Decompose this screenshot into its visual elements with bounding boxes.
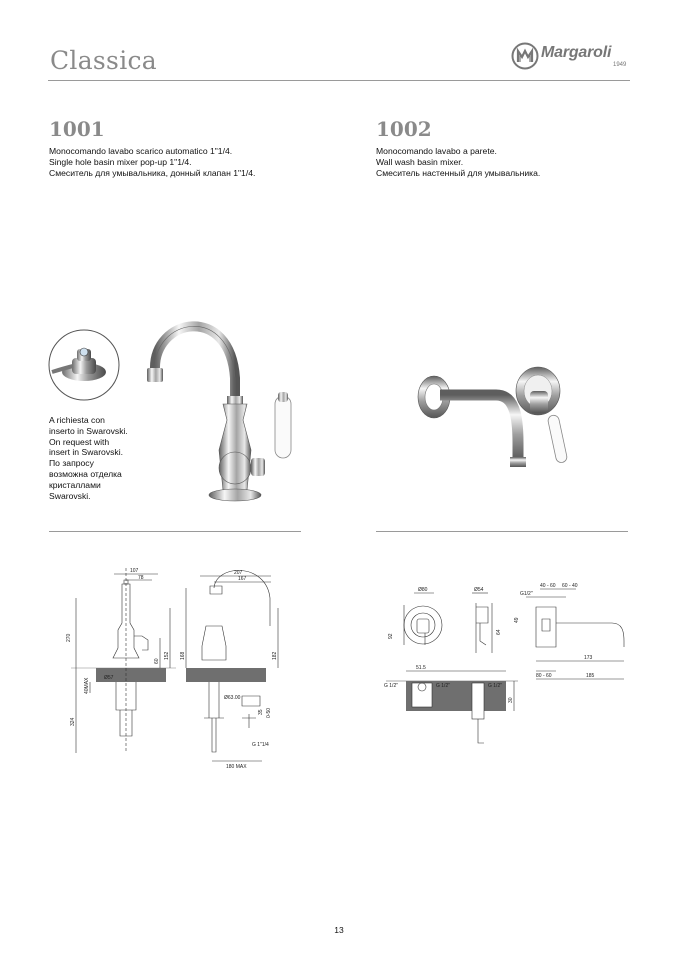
svg-text:30: 30 — [508, 697, 514, 703]
product-code: 1002 — [376, 117, 432, 141]
svg-text:80 - 60: 80 - 60 — [536, 673, 552, 679]
description-line-ru: Смеситель настенный для умывальника. — [376, 168, 541, 178]
svg-text:Ø80: Ø80 — [418, 587, 428, 593]
swarovski-detail-image — [47, 328, 121, 402]
description-line-ru: Смеситель для умывальника, донный клапан 1"1/4. — [49, 168, 256, 178]
product-image-basin-mixer — [135, 308, 305, 510]
description-line-it: Monocomando lavabo scarico automatico 1"1/4. — [49, 146, 233, 156]
svg-text:152: 152 — [164, 651, 170, 660]
svg-text:Ø57: Ø57 — [104, 675, 114, 681]
svg-text:324: 324 — [70, 717, 76, 726]
svg-text:60 - 40: 60 - 40 — [562, 583, 578, 589]
svg-text:G 1"1/4: G 1"1/4 — [252, 742, 269, 748]
svg-text:G 1/2": G 1/2" — [488, 683, 503, 689]
technical-drawing-1002 — [376, 583, 628, 753]
svg-text:51.5: 51.5 — [416, 665, 426, 671]
description-line-it: Monocomando lavabo a parete. — [376, 146, 497, 156]
svg-text:182: 182 — [272, 651, 278, 660]
svg-text:78: 78 — [138, 575, 144, 581]
section-title: Classica — [50, 46, 157, 75]
svg-text:G 1/2": G 1/2" — [384, 683, 399, 689]
description-line-en: Single hole basin mixer pop-up 1"1/4. — [49, 157, 192, 167]
svg-text:40 - 60: 40 - 60 — [540, 583, 556, 589]
swarovski-note: A richiesta con inserto in Swarovski. On request with insert in Swarovski. По запросу возможна отделка кристаллами Swarovski. — [49, 415, 128, 501]
svg-text:49: 49 — [514, 617, 520, 623]
product-description — [376, 146, 540, 179]
technical-drawing-1001 — [66, 568, 291, 773]
product-description — [49, 146, 255, 179]
svg-text:180 MAX: 180 MAX — [226, 764, 247, 770]
brand-name: Margaroli — [541, 44, 612, 61]
description-line-en: Wall wash basin mixer. — [376, 157, 464, 167]
brand-mark-icon — [511, 42, 539, 70]
page-number: 13 — [334, 925, 344, 935]
svg-text:0-50: 0-50 — [266, 707, 272, 718]
svg-text:168: 168 — [180, 651, 186, 660]
svg-text:207: 207 — [234, 570, 243, 576]
svg-text:270: 270 — [66, 633, 72, 642]
svg-text:G 1/2": G 1/2" — [436, 683, 451, 689]
svg-text:173: 173 — [584, 655, 593, 661]
svg-text:Ø63.00: Ø63.00 — [224, 695, 241, 701]
brand-logo — [511, 42, 635, 72]
section-divider — [49, 531, 301, 532]
svg-text:Ø54: Ø54 — [474, 587, 484, 593]
svg-text:G1/2": G1/2" — [520, 591, 533, 597]
svg-text:35: 35 — [258, 709, 264, 715]
brand-year: 1949 — [613, 62, 627, 68]
product-code: 1001 — [49, 117, 105, 141]
section-divider — [376, 531, 628, 532]
svg-text:60: 60 — [154, 658, 160, 664]
product-image-wall-mixer — [414, 365, 584, 477]
svg-text:167: 167 — [238, 576, 247, 582]
svg-text:40MAX: 40MAX — [84, 677, 90, 694]
svg-text:64: 64 — [496, 629, 502, 635]
svg-text:92: 92 — [388, 633, 394, 639]
svg-text:107: 107 — [130, 568, 139, 574]
header-rule — [48, 80, 630, 81]
svg-text:185: 185 — [586, 673, 595, 679]
